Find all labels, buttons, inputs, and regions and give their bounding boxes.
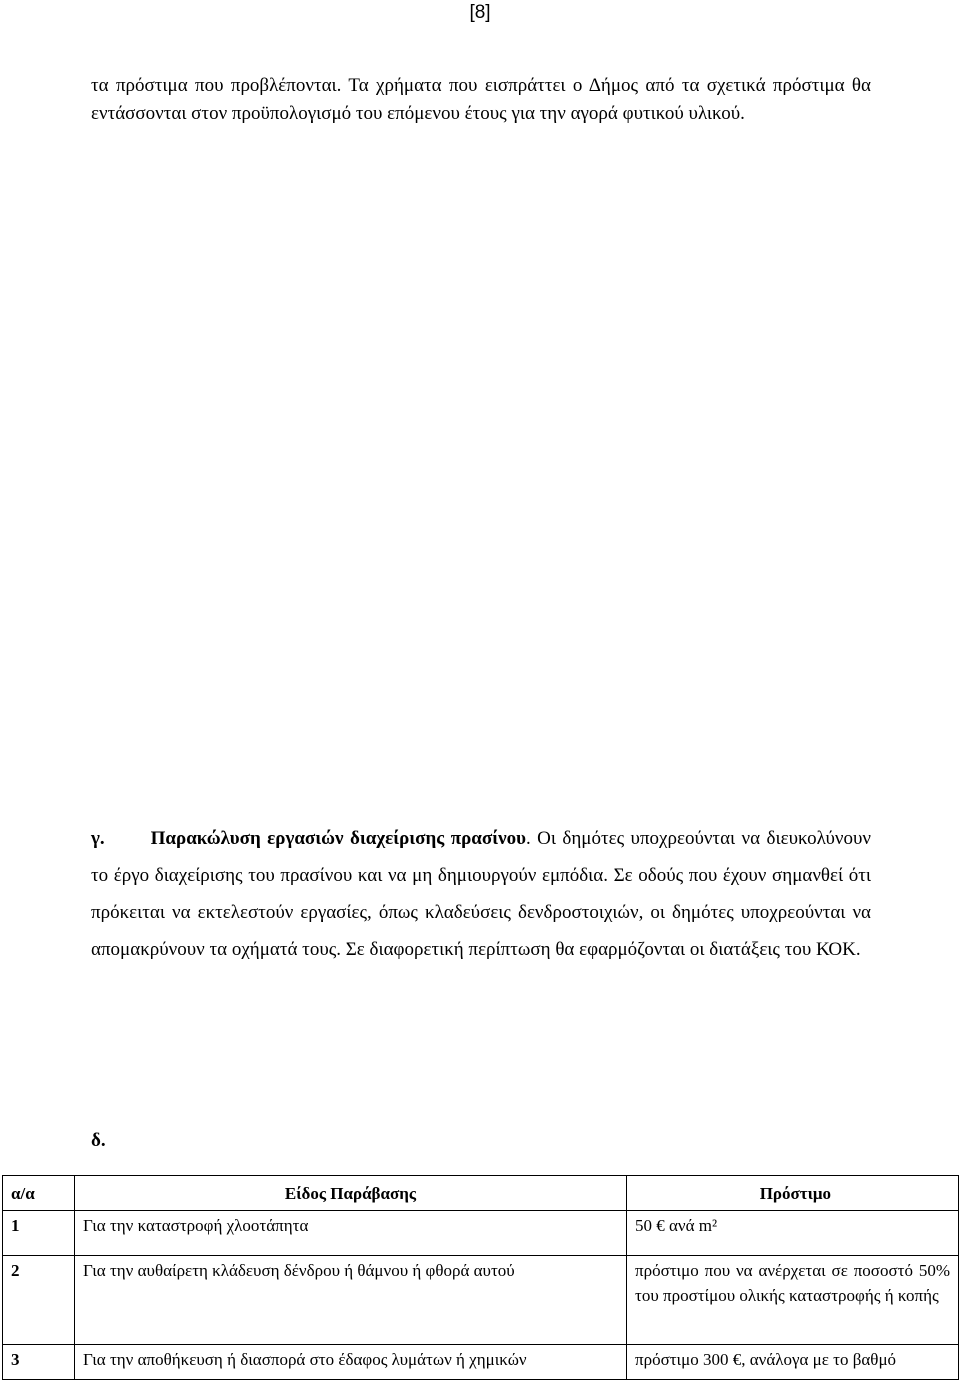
table-cell-violation: Για την αυθαίρετη κλάδευση δένδρου ή θάμνου ή φθορά αυτού: [75, 1256, 627, 1345]
table-row: [3, 1345, 959, 1380]
table-header-violation: Είδος Παράβασης: [75, 1176, 627, 1211]
table-header-row: [3, 1176, 959, 1211]
table-cell-number: 2: [3, 1256, 75, 1345]
intro-paragraph: τα πρόστιμα που προβλέπονται. Τα χρήματα που εισπράττει ο Δήμος από τα σχετικά πρόστιμα θα εντάσσονται στον προϋπολογισμό του επόμενου έτους για την αγορά φυτικού υλικού.: [91, 75, 871, 124]
penalties-table: [2, 1175, 959, 1380]
section-gamma-paragraph: [91, 820, 871, 968]
table-cell-violation: Για την αποθήκευση ή διασπορά στο έδαφος λυμάτων ή χημικών: [75, 1345, 627, 1380]
section-gamma-label: γ.: [91, 828, 105, 849]
table-cell-penalty: πρόστιμο που να ανέρχεται σε ποσοστό 50% του προστίμου ολικής καταστροφής ή κοπής: [627, 1256, 959, 1345]
table-header-penalty: Πρόστιμο: [627, 1176, 959, 1211]
table-row: [3, 1211, 959, 1256]
table-row: [3, 1256, 959, 1345]
section-gamma-heading: Παρακώλυση εργασιών διαχείρισης πρασίνου: [150, 828, 526, 849]
table-cell-number: 3: [3, 1345, 75, 1380]
table-cell-number: 1: [3, 1211, 75, 1256]
table-cell-penalty: πρόστιμο 300 €, ανάλογα με το βαθμό: [627, 1345, 959, 1380]
table-header-number: α/α: [3, 1176, 75, 1211]
table-cell-penalty: 50 € ανά m²: [627, 1211, 959, 1256]
section-delta-label: δ.: [91, 1130, 106, 1151]
page-number: [8]: [469, 2, 491, 23]
section-gamma-body: . Οι δημότες υποχρεούνται να διευκολύνουν το έργο διαχείρισης του πρασίνου και να μη δημιουργούν εμπόδια. Σε οδούς που έχουν σημανθεί ότι πρόκειται να εκτελεστούν εργασίες, όπως κλαδεύσεις δενδροστοιχιών, οι δημότες υποχρεούνται να απομακρύνουν τα οχήματά τους. Σε διαφορετική περίπτωση θα εφαρμόζονται οι διατάξεις του ΚΟΚ.: [91, 828, 871, 960]
table-cell-violation: Για την καταστροφή χλοοτάπητα: [75, 1211, 627, 1256]
